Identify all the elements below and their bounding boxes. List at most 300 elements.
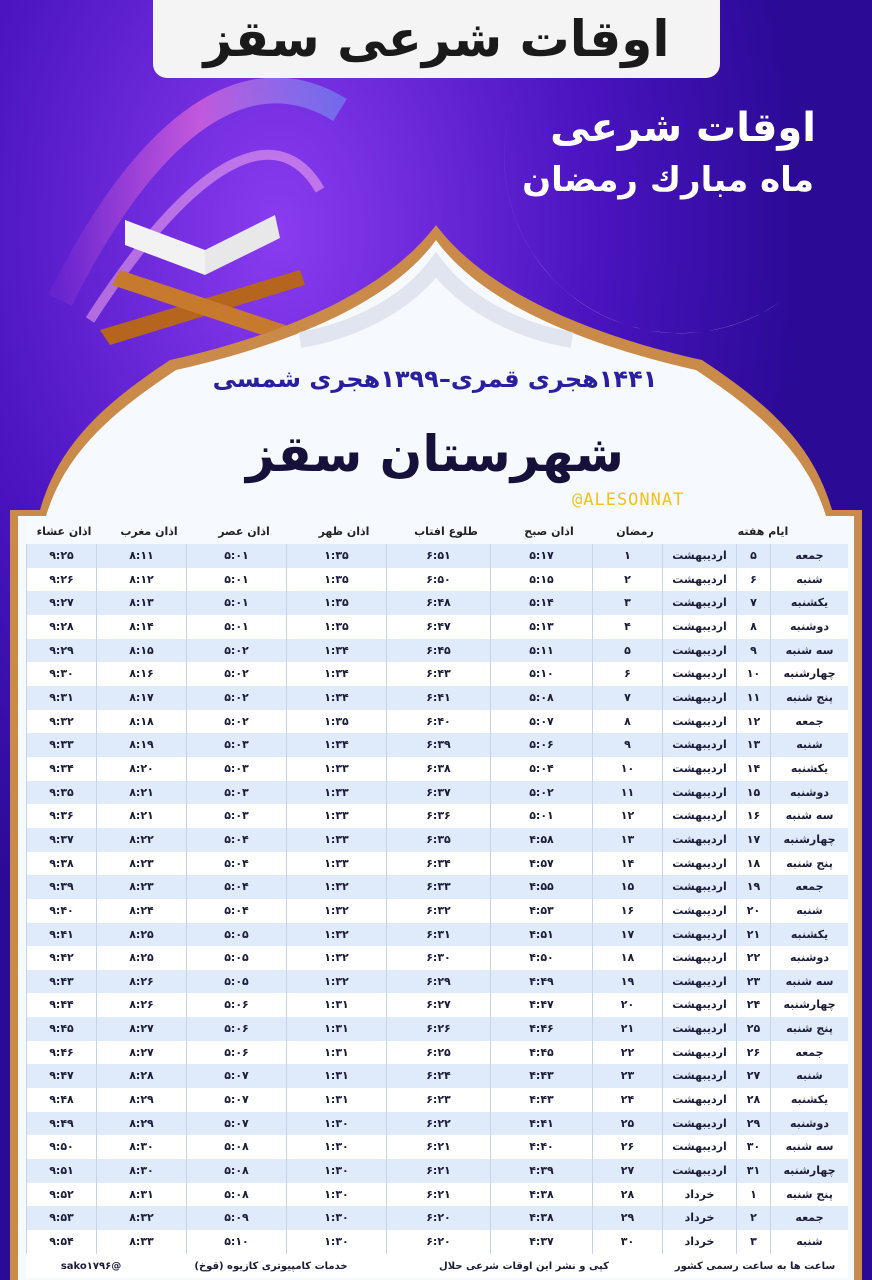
cell-dhuhr: ۱:۳۵ <box>286 710 386 734</box>
table-row <box>26 639 848 663</box>
cell-maghrib: ۸:۲۳ <box>96 852 186 876</box>
table-row <box>26 757 848 781</box>
cell-maghrib: ۸:۲۴ <box>96 899 186 923</box>
cell-month: اردیبهشت <box>662 615 736 639</box>
cell-fajr: ۴:۴۵ <box>490 1041 592 1065</box>
cell-sunrise: ۶:۳۸ <box>386 757 490 781</box>
table-footer <box>26 1254 848 1278</box>
cell-sunrise: ۶:۲۰ <box>386 1230 490 1254</box>
cell-dhuhr: ۱:۳۵ <box>286 615 386 639</box>
cell-day: ۱۲ <box>736 710 770 734</box>
cell-fajr: ۴:۳۸ <box>490 1183 592 1207</box>
cell-weekday: یکشنبه <box>770 923 848 947</box>
cell-fajr: ۵:۱۳ <box>490 615 592 639</box>
cell-sunrise: ۶:۴۱ <box>386 686 490 710</box>
cell-asr: ۵:۰۱ <box>186 615 286 639</box>
cell-fajr: ۴:۵۵ <box>490 875 592 899</box>
cell-ramadan: ۱۵ <box>592 875 662 899</box>
cell-sunrise: ۶:۴۵ <box>386 639 490 663</box>
cell-weekday: جمعه <box>770 1041 848 1065</box>
cell-month: اردیبهشت <box>662 1159 736 1183</box>
cell-sunrise: ۶:۳۹ <box>386 733 490 757</box>
cell-isha: ۹:۴۶ <box>26 1041 96 1065</box>
cell-weekday: پنج شنبه <box>770 852 848 876</box>
cell-month: اردیبهشت <box>662 828 736 852</box>
cell-sunrise: ۶:۲۰ <box>386 1206 490 1230</box>
cell-month: اردیبهشت <box>662 804 736 828</box>
cell-dhuhr: ۱:۳۳ <box>286 781 386 805</box>
cell-weekday: سه شنبه <box>770 1135 848 1159</box>
cell-ramadan: ۳۰ <box>592 1230 662 1254</box>
cell-asr: ۵:۰۷ <box>186 1064 286 1088</box>
cell-isha: ۹:۴۵ <box>26 1017 96 1041</box>
cell-maghrib: ۸:۲۷ <box>96 1017 186 1041</box>
cell-isha: ۹:۴۹ <box>26 1112 96 1136</box>
cell-ramadan: ۱۴ <box>592 852 662 876</box>
cell-dhuhr: ۱:۳۲ <box>286 946 386 970</box>
cell-isha: ۹:۳۰ <box>26 662 96 686</box>
cell-day: ۳۰ <box>736 1135 770 1159</box>
cell-month: اردیبهشت <box>662 993 736 1017</box>
table-row <box>26 993 848 1017</box>
cell-sunrise: ۶:۵۱ <box>386 544 490 568</box>
cell-weekday: جمعه <box>770 710 848 734</box>
cell-sunrise: ۶:۳۳ <box>386 875 490 899</box>
table-row <box>26 852 848 876</box>
cell-ramadan: ۲۵ <box>592 1112 662 1136</box>
table-row <box>26 899 848 923</box>
cell-maghrib: ۸:۲۱ <box>96 804 186 828</box>
timetable <box>26 544 848 1254</box>
cell-ramadan: ۱۸ <box>592 946 662 970</box>
cell-isha: ۹:۴۴ <box>26 993 96 1017</box>
cell-asr: ۵:۰۸ <box>186 1159 286 1183</box>
cell-fajr: ۵:۰۸ <box>490 686 592 710</box>
header-weekday: ایام هفته <box>737 525 789 538</box>
footer-contact: @sako۱۷۹۶ <box>60 1260 122 1272</box>
cell-isha: ۹:۳۵ <box>26 781 96 805</box>
cell-sunrise: ۶:۳۱ <box>386 923 490 947</box>
cell-ramadan: ۲ <box>592 568 662 592</box>
cell-maghrib: ۸:۳۲ <box>96 1206 186 1230</box>
cell-dhuhr: ۱:۳۳ <box>286 852 386 876</box>
cell-dhuhr: ۱:۳۲ <box>286 899 386 923</box>
cell-month: خرداد <box>662 1183 736 1207</box>
cell-day: ۲۶ <box>736 1041 770 1065</box>
cell-day: ۲۹ <box>736 1112 770 1136</box>
cell-maghrib: ۸:۳۰ <box>96 1135 186 1159</box>
cell-isha: ۹:۵۴ <box>26 1230 96 1254</box>
cell-day: ۲۱ <box>736 923 770 947</box>
cell-dhuhr: ۱:۳۵ <box>286 591 386 615</box>
cell-fajr: ۴:۵۱ <box>490 923 592 947</box>
cell-ramadan: ۲۱ <box>592 1017 662 1041</box>
cell-asr: ۵:۰۴ <box>186 852 286 876</box>
cell-maghrib: ۸:۱۱ <box>96 544 186 568</box>
cell-day: ۲۷ <box>736 1064 770 1088</box>
cell-ramadan: ۸ <box>592 710 662 734</box>
cell-ramadan: ۱۶ <box>592 899 662 923</box>
table-row <box>26 828 848 852</box>
cell-day: ۲۳ <box>736 970 770 994</box>
cell-month: اردیبهشت <box>662 568 736 592</box>
cell-ramadan: ۵ <box>592 639 662 663</box>
cell-isha: ۹:۳۳ <box>26 733 96 757</box>
cell-dhuhr: ۱:۳۱ <box>286 1088 386 1112</box>
cell-sunrise: ۶:۲۶ <box>386 1017 490 1041</box>
cell-weekday: چهارشنبه <box>770 662 848 686</box>
cell-asr: ۵:۰۵ <box>186 970 286 994</box>
table-row <box>26 1159 848 1183</box>
cell-ramadan: ۲۳ <box>592 1064 662 1088</box>
cell-dhuhr: ۱:۳۰ <box>286 1135 386 1159</box>
table-row <box>26 1041 848 1065</box>
cell-ramadan: ۱ <box>592 544 662 568</box>
cell-weekday: یکشنبه <box>770 591 848 615</box>
cell-weekday: پنج شنبه <box>770 1017 848 1041</box>
cell-dhuhr: ۱:۳۵ <box>286 568 386 592</box>
cell-ramadan: ۲۹ <box>592 1206 662 1230</box>
cell-fajr: ۵:۰۴ <box>490 757 592 781</box>
cell-maghrib: ۸:۳۳ <box>96 1230 186 1254</box>
cell-dhuhr: ۱:۳۴ <box>286 733 386 757</box>
cell-month: اردیبهشت <box>662 1041 736 1065</box>
cell-ramadan: ۲۰ <box>592 993 662 1017</box>
cell-asr: ۵:۰۵ <box>186 946 286 970</box>
cell-month: اردیبهشت <box>662 1017 736 1041</box>
cell-day: ۲۸ <box>736 1088 770 1112</box>
cell-isha: ۹:۳۴ <box>26 757 96 781</box>
cell-ramadan: ۴ <box>592 615 662 639</box>
cell-ramadan: ۲۶ <box>592 1135 662 1159</box>
cell-sunrise: ۶:۲۷ <box>386 993 490 1017</box>
cell-ramadan: ۱۹ <box>592 970 662 994</box>
cell-ramadan: ۶ <box>592 662 662 686</box>
table-row <box>26 1088 848 1112</box>
table-row <box>26 781 848 805</box>
cell-day: ۹ <box>736 639 770 663</box>
footer-copy: کپی و نشر این اوقات شرعی حلال <box>439 1260 609 1272</box>
cell-dhuhr: ۱:۳۰ <box>286 1159 386 1183</box>
cell-ramadan: ۱۲ <box>592 804 662 828</box>
cell-ramadan: ۱۳ <box>592 828 662 852</box>
cell-maghrib: ۸:۲۵ <box>96 946 186 970</box>
table-row <box>26 946 848 970</box>
cell-month: اردیبهشت <box>662 662 736 686</box>
cell-weekday: جمعه <box>770 875 848 899</box>
cell-asr: ۵:۰۲ <box>186 686 286 710</box>
cell-asr: ۵:۰۳ <box>186 757 286 781</box>
heading-line1: اوقات شرعی <box>550 105 816 151</box>
cell-day: ۱۵ <box>736 781 770 805</box>
cell-dhuhr: ۱:۳۴ <box>286 639 386 663</box>
cell-sunrise: ۶:۲۱ <box>386 1183 490 1207</box>
cell-fajr: ۴:۵۸ <box>490 828 592 852</box>
cell-day: ۷ <box>736 591 770 615</box>
cell-weekday: چهارشنبه <box>770 1159 848 1183</box>
cell-isha: ۹:۴۰ <box>26 899 96 923</box>
cell-asr: ۵:۰۶ <box>186 1041 286 1065</box>
cell-ramadan: ۱۰ <box>592 757 662 781</box>
title-banner <box>153 0 720 78</box>
cell-asr: ۵:۱۰ <box>186 1230 286 1254</box>
cell-sunrise: ۶:۴۸ <box>386 591 490 615</box>
cell-fajr: ۴:۴۳ <box>490 1088 592 1112</box>
cell-dhuhr: ۱:۳۱ <box>286 1064 386 1088</box>
cell-day: ۱۴ <box>736 757 770 781</box>
cell-day: ۱۱ <box>736 686 770 710</box>
cell-sunrise: ۶:۴۳ <box>386 662 490 686</box>
cell-fajr: ۴:۳۷ <box>490 1230 592 1254</box>
cell-asr: ۵:۰۲ <box>186 710 286 734</box>
cell-fajr: ۵:۱۵ <box>490 568 592 592</box>
cell-dhuhr: ۱:۳۱ <box>286 1041 386 1065</box>
cell-dhuhr: ۱:۳۰ <box>286 1230 386 1254</box>
cell-ramadan: ۳ <box>592 591 662 615</box>
years-line: ۱۴۴۱هجری قمری–۱۳۹۹هجری شمسی <box>212 365 658 393</box>
cell-fajr: ۴:۴۰ <box>490 1135 592 1159</box>
header-sunrise: طلوع افتاب <box>414 525 478 538</box>
cell-fajr: ۴:۴۷ <box>490 993 592 1017</box>
cell-maghrib: ۸:۲۹ <box>96 1112 186 1136</box>
cell-dhuhr: ۱:۳۰ <box>286 1112 386 1136</box>
cell-asr: ۵:۰۲ <box>186 662 286 686</box>
cell-dhuhr: ۱:۳۲ <box>286 923 386 947</box>
cell-sunrise: ۶:۳۴ <box>386 852 490 876</box>
table-row <box>26 1064 848 1088</box>
cell-month: اردیبهشت <box>662 710 736 734</box>
header-maghrib: اذان مغرب <box>120 525 178 538</box>
cell-day: ۱۰ <box>736 662 770 686</box>
cell-weekday: دوشنبه <box>770 946 848 970</box>
header-asr: اذان عصر <box>218 525 270 538</box>
cell-day: ۸ <box>736 615 770 639</box>
cell-dhuhr: ۱:۳۲ <box>286 875 386 899</box>
cell-fajr: ۴:۴۶ <box>490 1017 592 1041</box>
cell-dhuhr: ۱:۳۵ <box>286 544 386 568</box>
table-header <box>16 520 856 544</box>
table-row <box>26 568 848 592</box>
table-row <box>26 1206 848 1230</box>
cell-month: اردیبهشت <box>662 852 736 876</box>
cell-isha: ۹:۵۰ <box>26 1135 96 1159</box>
cell-fajr: ۴:۴۹ <box>490 970 592 994</box>
cell-fajr: ۴:۴۳ <box>490 1064 592 1088</box>
cell-maghrib: ۸:۳۱ <box>96 1183 186 1207</box>
cell-month: اردیبهشت <box>662 946 736 970</box>
header-fajr: اذان صبح <box>524 525 574 538</box>
cell-isha: ۹:۵۳ <box>26 1206 96 1230</box>
banner-title: اوقات شرعی سقز <box>203 10 670 68</box>
cell-fajr: ۴:۵۳ <box>490 899 592 923</box>
cell-sunrise: ۶:۲۲ <box>386 1112 490 1136</box>
header-isha: اذان عشاء <box>36 525 92 538</box>
table-row <box>26 662 848 686</box>
cell-weekday: دوشنبه <box>770 615 848 639</box>
cell-ramadan: ۲۲ <box>592 1041 662 1065</box>
cell-weekday: شنبه <box>770 568 848 592</box>
cell-weekday: سه شنبه <box>770 804 848 828</box>
table-row <box>26 1017 848 1041</box>
cell-sunrise: ۶:۴۰ <box>386 710 490 734</box>
watermark-handle: @ALESONNAT <box>572 490 685 510</box>
cell-fajr: ۵:۰۶ <box>490 733 592 757</box>
cell-maghrib: ۸:۱۲ <box>96 568 186 592</box>
cell-day: ۱۹ <box>736 875 770 899</box>
cell-maghrib: ۸:۲۵ <box>96 923 186 947</box>
table-row <box>26 1112 848 1136</box>
cell-asr: ۵:۰۶ <box>186 1017 286 1041</box>
cell-isha: ۹:۲۶ <box>26 568 96 592</box>
cell-sunrise: ۶:۲۴ <box>386 1064 490 1088</box>
cell-dhuhr: ۱:۳۱ <box>286 993 386 1017</box>
cell-day: ۳ <box>736 1230 770 1254</box>
cell-month: خرداد <box>662 1230 736 1254</box>
cell-isha: ۹:۴۲ <box>26 946 96 970</box>
cell-isha: ۹:۳۸ <box>26 852 96 876</box>
cell-dhuhr: ۱:۳۳ <box>286 804 386 828</box>
cell-month: اردیبهشت <box>662 591 736 615</box>
cell-month: اردیبهشت <box>662 1135 736 1159</box>
cell-maghrib: ۸:۱۴ <box>96 615 186 639</box>
cell-maghrib: ۸:۱۶ <box>96 662 186 686</box>
cell-fajr: ۴:۳۸ <box>490 1206 592 1230</box>
cell-isha: ۹:۳۷ <box>26 828 96 852</box>
cell-maghrib: ۸:۲۷ <box>96 1041 186 1065</box>
cell-isha: ۹:۴۱ <box>26 923 96 947</box>
cell-asr: ۵:۰۱ <box>186 544 286 568</box>
cell-month: اردیبهشت <box>662 1088 736 1112</box>
cell-weekday: چهارشنبه <box>770 993 848 1017</box>
cell-month: اردیبهشت <box>662 781 736 805</box>
cell-day: ۱۸ <box>736 852 770 876</box>
cell-maghrib: ۸:۲۶ <box>96 993 186 1017</box>
cell-asr: ۵:۰۳ <box>186 804 286 828</box>
cell-day: ۱۳ <box>736 733 770 757</box>
cell-fajr: ۵:۰۱ <box>490 804 592 828</box>
cell-fajr: ۵:۱۰ <box>490 662 592 686</box>
city-title: شهرستان سقز <box>246 425 624 483</box>
cell-ramadan: ۱۱ <box>592 781 662 805</box>
cell-day: ۳۱ <box>736 1159 770 1183</box>
cell-maghrib: ۸:۲۳ <box>96 875 186 899</box>
cell-month: اردیبهشت <box>662 1112 736 1136</box>
cell-asr: ۵:۰۹ <box>186 1206 286 1230</box>
cell-maghrib: ۸:۱۸ <box>96 710 186 734</box>
cell-sunrise: ۶:۲۱ <box>386 1135 490 1159</box>
cell-isha: ۹:۲۷ <box>26 591 96 615</box>
cell-fajr: ۵:۱۴ <box>490 591 592 615</box>
cell-month: اردیبهشت <box>662 899 736 923</box>
cell-asr: ۵:۰۳ <box>186 733 286 757</box>
cell-asr: ۵:۰۸ <box>186 1135 286 1159</box>
cell-isha: ۹:۵۲ <box>26 1183 96 1207</box>
cell-ramadan: ۲۸ <box>592 1183 662 1207</box>
cell-dhuhr: ۱:۳۲ <box>286 970 386 994</box>
table-row <box>26 591 848 615</box>
table-row <box>26 544 848 568</box>
table-row <box>26 710 848 734</box>
cell-dhuhr: ۱:۳۴ <box>286 662 386 686</box>
cell-asr: ۵:۰۴ <box>186 899 286 923</box>
cell-weekday: چهارشنبه <box>770 828 848 852</box>
table-row <box>26 1135 848 1159</box>
cell-sunrise: ۶:۲۵ <box>386 1041 490 1065</box>
cell-weekday: دوشنبه <box>770 1112 848 1136</box>
cell-asr: ۵:۰۱ <box>186 591 286 615</box>
cell-asr: ۵:۰۳ <box>186 781 286 805</box>
cell-sunrise: ۶:۴۷ <box>386 615 490 639</box>
cell-asr: ۵:۰۶ <box>186 993 286 1017</box>
cell-isha: ۹:۴۳ <box>26 970 96 994</box>
header-dhuhr: اذان ظهر <box>318 525 370 538</box>
cell-maghrib: ۸:۲۶ <box>96 970 186 994</box>
cell-maghrib: ۸:۱۵ <box>96 639 186 663</box>
table-row <box>26 686 848 710</box>
cell-month: اردیبهشت <box>662 923 736 947</box>
cell-ramadan: ۲۷ <box>592 1159 662 1183</box>
cell-month: اردیبهشت <box>662 970 736 994</box>
cell-asr: ۵:۰۲ <box>186 639 286 663</box>
cell-sunrise: ۶:۲۱ <box>386 1159 490 1183</box>
cell-maghrib: ۸:۳۰ <box>96 1159 186 1183</box>
cell-isha: ۹:۴۷ <box>26 1064 96 1088</box>
cell-isha: ۹:۳۱ <box>26 686 96 710</box>
cell-sunrise: ۶:۳۰ <box>386 946 490 970</box>
cell-day: ۱۶ <box>736 804 770 828</box>
cell-isha: ۹:۳۶ <box>26 804 96 828</box>
cell-asr: ۵:۰۱ <box>186 568 286 592</box>
cell-day: ۲ <box>736 1206 770 1230</box>
cell-day: ۲۲ <box>736 946 770 970</box>
cell-sunrise: ۶:۲۹ <box>386 970 490 994</box>
cell-isha: ۹:۳۹ <box>26 875 96 899</box>
cell-isha: ۹:۴۸ <box>26 1088 96 1112</box>
cell-day: ۱ <box>736 1183 770 1207</box>
cell-ramadan: ۹ <box>592 733 662 757</box>
header-ramadan: رمضان <box>616 525 654 538</box>
cell-ramadan: ۱۷ <box>592 923 662 947</box>
cell-sunrise: ۶:۵۰ <box>386 568 490 592</box>
cell-maghrib: ۸:۱۷ <box>96 686 186 710</box>
cell-dhuhr: ۱:۳۳ <box>286 757 386 781</box>
cell-dhuhr: ۱:۳۰ <box>286 1206 386 1230</box>
cell-asr: ۵:۰۴ <box>186 875 286 899</box>
cell-sunrise: ۶:۳۶ <box>386 804 490 828</box>
cell-weekday: جمعه <box>770 544 848 568</box>
cell-weekday: یکشنبه <box>770 1088 848 1112</box>
cell-day: ۲۰ <box>736 899 770 923</box>
heading-line2: ماه مبارك رمضان <box>522 160 814 200</box>
cell-ramadan: ۲۴ <box>592 1088 662 1112</box>
table-row <box>26 1183 848 1207</box>
cell-maghrib: ۸:۱۳ <box>96 591 186 615</box>
footer-note: ساعت ها به ساعت رسمی کشور <box>674 1260 836 1272</box>
cell-maghrib: ۸:۲۹ <box>96 1088 186 1112</box>
cell-month: اردیبهشت <box>662 875 736 899</box>
cell-weekday: شنبه <box>770 1064 848 1088</box>
cell-fajr: ۴:۴۱ <box>490 1112 592 1136</box>
cell-day: ۲۵ <box>736 1017 770 1041</box>
table-row <box>26 615 848 639</box>
cell-sunrise: ۶:۳۵ <box>386 828 490 852</box>
cell-month: اردیبهشت <box>662 1064 736 1088</box>
cell-maghrib: ۸:۲۲ <box>96 828 186 852</box>
cell-weekday: جمعه <box>770 1206 848 1230</box>
cell-day: ۱۷ <box>736 828 770 852</box>
cell-month: اردیبهشت <box>662 686 736 710</box>
cell-weekday: سه شنبه <box>770 970 848 994</box>
